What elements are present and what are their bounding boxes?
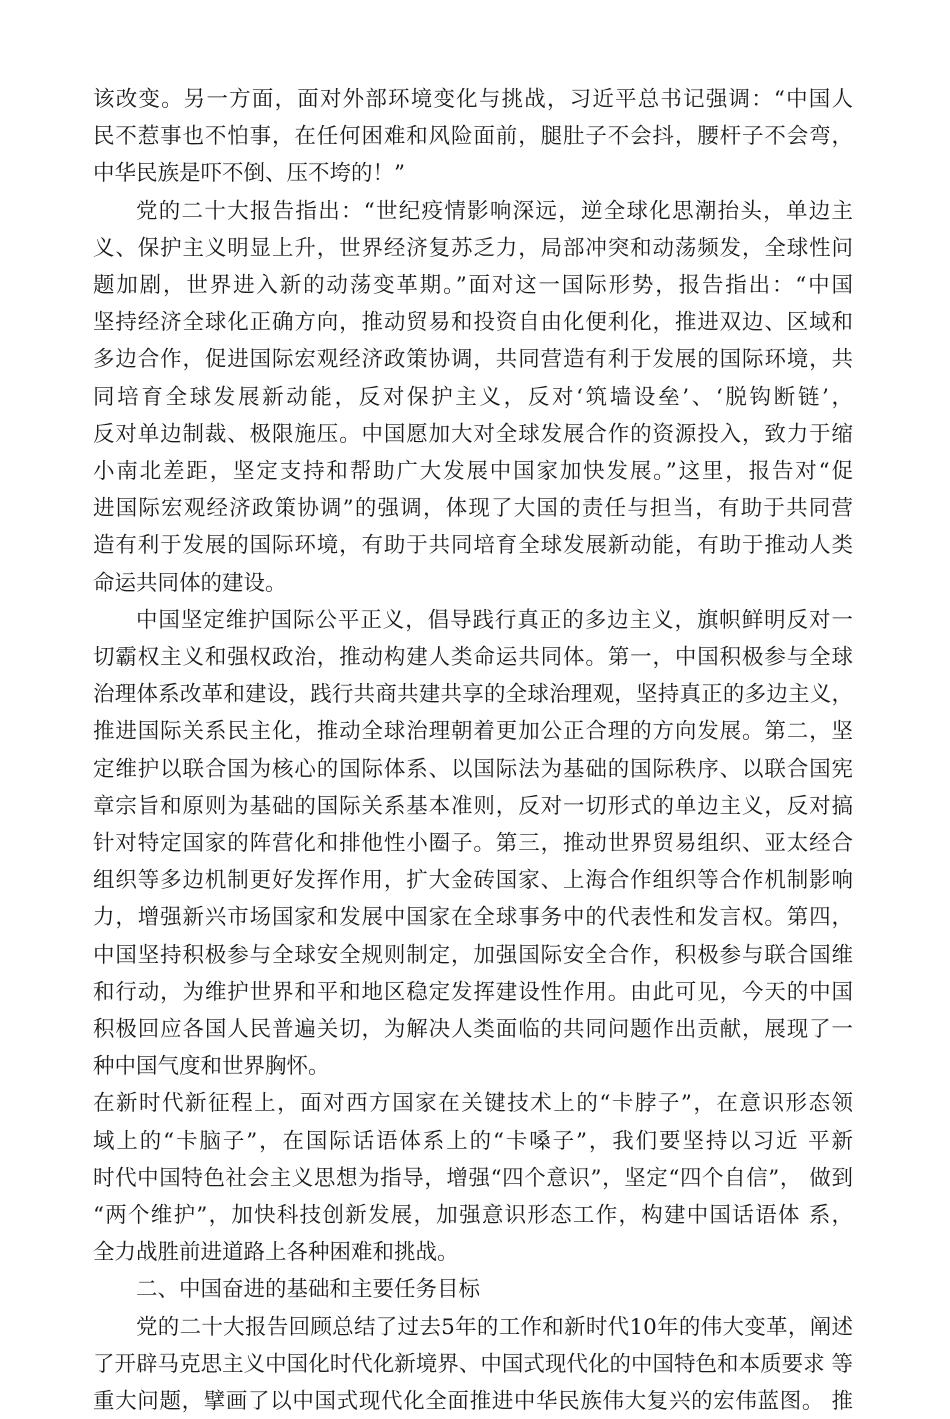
- text-line: 党的二十大报告回顾总结了过去5年的工作和新时代10年的伟大变革，阐述: [136, 1315, 853, 1340]
- text-line: 章宗旨和原则为基础的国际关系基本准则，反对一切形式的单边主义，反对搞: [93, 794, 853, 819]
- text-line: 切霸权主义和强权政治，推动构建人类命运共同体。第一，中国积极参与全球: [93, 645, 853, 670]
- text-line: 造有利于发展的国际环境，有助于共同培育全球发展新动能，有助于推动人类: [93, 533, 853, 558]
- text-line: 针对特定国家的阵营化和排他性小圈子。第三，推动世界贸易组织、亚太经合: [93, 831, 853, 856]
- text-line: 义、保护主义明显上升，世界经济复苏乏力，局部冲突和动荡频发，全球性问: [93, 236, 853, 261]
- text-line: 积极回应各国人民普遍关切，为解决人类面临的共同问题作出贡献，展现了一: [93, 1017, 853, 1042]
- text-line: 在新时代新征程上，面对西方国家在关键技术上的“卡脖子”，在意识形态领: [93, 1091, 853, 1116]
- text-line: 同培育全球发展新动能，反对保护主义，反对‘筑墙设垒’、‘脱钩断链’，: [93, 385, 853, 410]
- text-line: 题加剧，世界进入新的动荡变革期。”面对这一国际形势，报告指出：“中国: [93, 273, 853, 298]
- text-line: 进国际宏观经济政策协调”的强调，体现了大国的责任与担当，有助于共同营: [93, 496, 853, 521]
- text-line: 命运共同体的建设。: [93, 571, 287, 596]
- text-line: 该改变。另一方面，面对外部环境变化与挑战，习近平总书记强调：“中国人: [93, 87, 853, 112]
- text-line: 了开辟马克思主义中国化时代化新境界、中国式现代化的中国特色和本质要求 等: [93, 1352, 853, 1377]
- text-line: 重大问题，擘画了以中国式现代化全面推进中华民族伟大复兴的宏伟蓝图。 推: [93, 1389, 853, 1414]
- text-line: 小南北差距，坚定支持和帮助广大发展中国家加快发展。”这里，报告对“促: [93, 459, 853, 484]
- text-line: 组织等多边机制更好发挥作用，扩大金砖国家、上海合作组织等合作机制影响: [93, 868, 853, 893]
- text-line: 党的二十大报告指出：“世纪疫情影响深远，逆全球化思潮抬头，单边主: [136, 199, 853, 224]
- text-line: 民不惹事也不怕事，在任何困难和风险面前，腿肚子不会抖，腰杆子不会弯，: [93, 124, 853, 149]
- text-line: 多边合作，促进国际宏观经济政策协调，共同营造有利于发展的国际环境，共: [93, 347, 853, 372]
- text-line: “两个维护”，加快科技创新发展，加强意识形态工作，构建中国话语体 系，: [93, 1203, 853, 1228]
- text-line: 推进国际关系民主化，推动全球治理朝着更加公正合理的方向发展。第二，坚: [93, 719, 853, 744]
- text-line: 时代中国特色社会主义思想为指导，增强“四个意识”，坚定“四个自信”， 做到: [93, 1166, 853, 1191]
- text-line: 力，增强新兴市场国家和发展中国家在全球事务中的代表性和发言权。第四，: [93, 905, 853, 930]
- text-line: 反对单边制裁、极限施压。中国愿加大对全球发展合作的资源投入，致力于缩: [93, 422, 853, 447]
- text-line: 坚持经济全球化正确方向，推动贸易和投资自由化便利化，推进双边、区域和: [93, 310, 853, 335]
- text-line: 种中国气度和世界胸怀。: [93, 1054, 330, 1079]
- text-line: 中华民族是吓不倒、压不垮的！”: [93, 161, 405, 186]
- text-line: 全力战胜前进道路上各种困难和挑战。: [93, 1240, 459, 1265]
- text-line: 和行动，为维护世界和平和地区稳定发挥建设性作用。由此可见，今天的中国: [93, 980, 853, 1005]
- text-line: 定维护以联合国为核心的国际体系、以国际法为基础的国际秩序、以联合国宪: [93, 757, 853, 782]
- text-line: 治理体系改革和建设，践行共商共建共享的全球治理观，坚持真正的多边主义，: [93, 682, 853, 707]
- text-line: 中国坚持积极参与全球安全规则制定，加强国际安全合作，积极参与联合国维: [93, 943, 853, 968]
- text-line: 域上的“卡脑子”，在国际话语体系上的“卡嗓子”，我们要坚持以习近 平新: [93, 1129, 853, 1154]
- text-line: 二、中国奋进的基础和主要任务目标: [136, 1277, 481, 1302]
- text-line: 中国坚定维护国际公平正义，倡导践行真正的多边主义，旗帜鲜明反对一: [136, 608, 853, 633]
